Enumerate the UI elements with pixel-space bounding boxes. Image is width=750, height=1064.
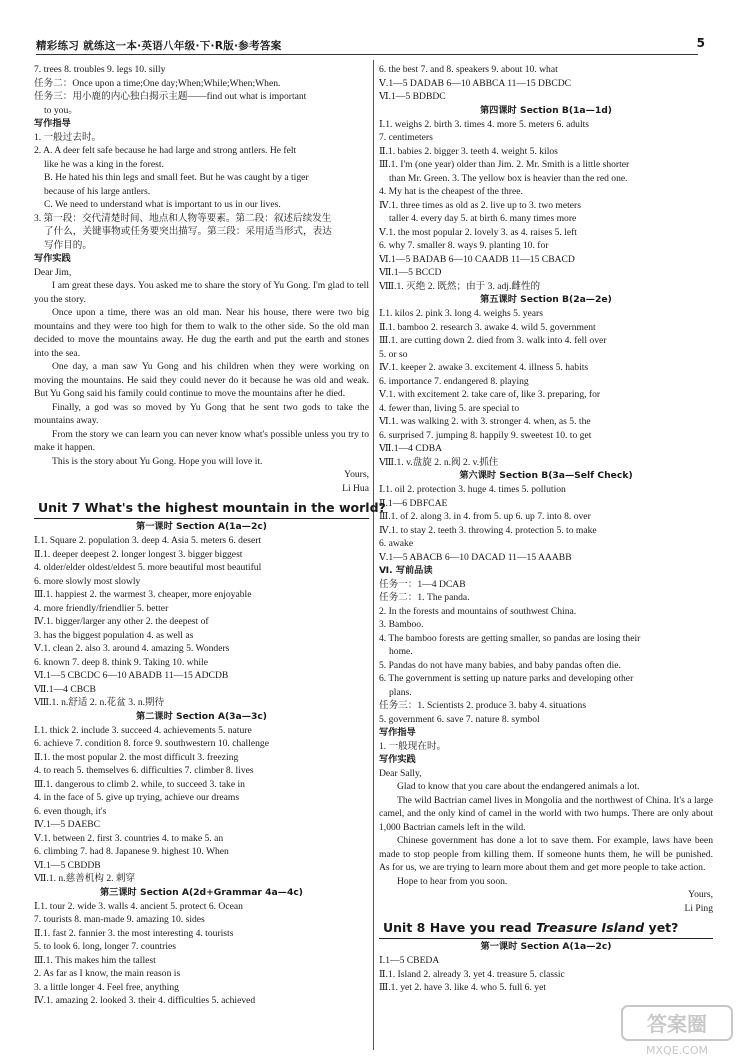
answer-line: 6. achieve 7. condition 8. force 9. southwestern 10. challenge	[34, 738, 269, 749]
answer-line: Ⅳ.1. three times as old as 2. live up to 3. two meters	[379, 199, 581, 211]
section-label: Ⅵ. 写前品读	[379, 565, 433, 576]
lesson-title: 第一课时 Section A(1a—2c)	[480, 941, 612, 952]
lesson-title: 第二课时 Section A(3a—3c)	[136, 710, 267, 722]
answer-line: because of his large antlers.	[44, 185, 151, 197]
answer-line: 7. centimeters	[379, 132, 433, 143]
answer-line: Ⅵ.1—5 CBCDC 6—10 ABADB 11—15 ADCDB	[34, 670, 229, 681]
answer-line: 6. known 7. deep 8. think 9. Taking 10. while	[34, 656, 208, 668]
answer-line: Ⅰ.1. weighs 2. birth 3. times 4. more 5. meters 6. adults	[379, 118, 590, 130]
answer-line: 3. 第一段：交代清楚时间、地点和人物等要素。第二段：叙述后续发生	[34, 212, 332, 224]
unit-title-book: Treasure Island	[535, 920, 645, 935]
answer-line: Ⅰ.1. kilos 2. pink 3. long 4. weighs 5. years	[379, 308, 543, 319]
answer-line: Ⅵ.1—5 CBDDB	[34, 859, 101, 871]
answer-line: Ⅶ.1—4 CDBA	[379, 443, 443, 454]
letter-paragraph: Hope to hear from you soon.	[397, 875, 508, 887]
answer-line: Ⅴ.1. with excitement 2. take care of, like 3. preparing, for	[379, 389, 601, 400]
answer-line: 5. Pandas do not have many babies, and baby pandas often die.	[379, 659, 621, 671]
letter-paragraph: This is the story about Yu Gong. Hope you will love it.	[52, 455, 263, 467]
unit-title: Unit 7 What's the highest mountain in the world?	[34, 498, 369, 519]
answer-line: 6. why 7. smaller 8. ways 9. planting 10. for	[379, 240, 549, 251]
answer-line: plans.	[389, 686, 412, 698]
svg-text:答案圈: 答案圈	[647, 1012, 707, 1036]
answer-line: Ⅱ.1. deeper deepest 2. longer longest 3. bigger biggest	[34, 548, 243, 560]
answer-line: 1. 一般现在时。	[379, 740, 447, 752]
letter-signature: Li Hua	[342, 482, 369, 494]
answer-line: Ⅲ.1. happiest 2. the warmest 3. cheaper, more enjoyable	[34, 589, 252, 600]
lesson-title: 第一课时 Section A(1a—2c)	[136, 521, 267, 532]
answer-line: 4. to reach 5. themselves 6. difficulties 7. climber 8. lives	[34, 765, 254, 776]
answer-line: 4. The bamboo forests are getting smaller, so pandas are losing their	[379, 632, 641, 644]
letter-paragraph: The wild Bactrian camel lives in Mongolia and the northwest of China. It's a large camel, and the only kind of camel in the world with two humps. There are only about 1,000 Bactrian camels left in the wild.	[379, 794, 713, 833]
answer-line: 1. 一般过去时。	[34, 131, 102, 143]
answer-line: Ⅶ.1—5 BCCD	[379, 267, 442, 278]
answer-line: Ⅲ.1. This makes him the tallest	[34, 954, 156, 966]
answer-line: Ⅳ.1. bigger/larger any other 2. the deepest of	[34, 616, 209, 627]
answer-line: 2. As far as I know, the main reason is	[34, 968, 181, 979]
answer-line: Ⅲ.1. yet 2. have 3. like 4. who 5. full 6. yet	[379, 982, 546, 993]
answer-line: Ⅵ.1—5 BDBDC	[379, 91, 446, 102]
left-column	[34, 63, 386, 1053]
answer-line: 任务一：1—4 DCAB	[379, 578, 466, 590]
answer-line: like he was a king in the forest.	[44, 158, 164, 170]
unit-title-suffix: yet?	[644, 920, 679, 935]
answer-line: Ⅳ.1—5 DAEBC	[34, 819, 101, 830]
answer-line: Ⅰ.1. thick 2. include 3. succeed 4. achievements 5. nature	[34, 724, 252, 736]
answer-line: 6. climbing 7. had 8. Japanese 9. highest 10. When	[34, 846, 229, 857]
answer-line: Ⅷ.1. 灭绝 2. 既然；由于 3. adj.雌性的	[379, 280, 541, 292]
answer-line: Ⅵ.1—5 BADAB 6—10 CAADB 11—15 CBACD	[379, 253, 575, 265]
answer-line: 4. in the face of 5. give up trying, achieve our dreams	[34, 792, 240, 803]
answer-line: 6. the best 7. and 8. speakers 9. about 10. what	[379, 64, 558, 75]
answer-line: 2. In the forests and mountains of southwest China.	[379, 605, 577, 617]
unit-title-prefix: Unit 8 Have you read	[383, 920, 536, 935]
answer-line: 4. more friendly/friendlier 5. better	[34, 602, 169, 614]
answer-line: B. He hated his thin legs and small feet. But he was caught by a tiger	[44, 172, 309, 183]
answer-line: 3. Bamboo.	[379, 619, 424, 630]
lesson-title: 第五课时 Section B(2a—2e)	[480, 294, 612, 305]
section-label: 写作指导	[379, 727, 416, 738]
letter-greeting: Dear Sally,	[379, 767, 422, 779]
answer-line: 5. or so	[379, 348, 408, 360]
answer-line: to you。	[44, 104, 78, 116]
answer-line: Ⅴ.1. the most popular 2. lovely 3. as 4. raises 5. left	[379, 226, 577, 238]
lesson-title: 第三课时 Section A(2d+Grammar 4a—4c)	[100, 886, 303, 898]
section-label: 写作实践	[379, 754, 416, 765]
answer-line: Ⅰ.1. oil 2. protection 3. huge 4. times 5. pollution	[379, 484, 566, 495]
answer-line: 任务二：1. The panda.	[379, 592, 470, 603]
lesson-title: 第六课时 Section B(3a—Self Check)	[459, 470, 633, 481]
answer-line: 6. surprised 7. jumping 8. happily 9. sweetest 10. to get	[379, 429, 592, 441]
answer-line: Ⅷ.1. v.盘旋 2. n.阀 2. v.抓住	[379, 456, 499, 468]
answer-line: 任务三：用小鹿的内心独白揭示主题——find out what is important	[34, 91, 307, 102]
answer-line: Ⅳ.1. to stay 2. teeth 3. throwing 4. protection 5. to make	[379, 524, 597, 536]
letter-paragraph: Glad to know that you care about the endangered animals a lot.	[397, 781, 640, 792]
answer-line: Ⅳ.1. amazing 2. looked 3. their 4. difficulties 5. achieved	[34, 995, 256, 1006]
answer-line: 任务二：Once upon a time;One day;When;While;When;When.	[34, 77, 281, 89]
answer-line: 写作目的。	[44, 239, 92, 251]
letter-closing: Yours,	[344, 469, 369, 480]
answer-line: Ⅶ.1. n.慈善机构 2. 刺穿	[34, 873, 136, 884]
answer-line: C. We need to understand what is important to us in our lives.	[44, 199, 281, 210]
letter-signature: Li Ping	[684, 902, 713, 914]
answer-line: 3. has the biggest population 4. as well as	[34, 629, 194, 641]
answer-line: home.	[389, 646, 413, 657]
answer-line: Ⅷ.1. n.舒适 2. n.花盆 3. n.期待	[34, 697, 165, 708]
answer-line: Ⅱ.1. Island 2. already 3. yet 4. treasure 5. classic	[379, 968, 565, 980]
answer-line: 6. awake	[379, 538, 414, 549]
answer-line: Ⅴ.1. between 2. first 3. countries 4. to make 5. an	[34, 832, 224, 844]
answer-line: 7. trees 8. troubles 9. legs 10. silly	[34, 64, 166, 75]
answer-line: 4. My hat is the cheapest of the three.	[379, 186, 523, 197]
answer-line: 7. tourists 8. man-made 9. amazing 10. sides	[34, 914, 205, 925]
column-divider	[373, 60, 374, 1050]
letter-paragraph: Finally, a god was so moved by Yu Gong that he sent two gods to take the mountains away.	[34, 401, 369, 426]
page-number: 5	[696, 36, 705, 50]
answer-line: Ⅱ.1. the most popular 2. the most difficult 3. freezing	[34, 751, 239, 763]
answer-line: 5. to look 6. long, longer 7. countries	[34, 941, 177, 952]
section-label: 写作指导	[34, 118, 71, 129]
answer-line: Ⅰ.1—5 CBEDA	[379, 955, 440, 966]
answer-line: Ⅶ.1—4 CBCB	[34, 683, 96, 695]
answer-line: 4. older/elder oldest/eldest 5. more beautiful most beautiful	[34, 562, 262, 573]
page-header	[0, 0, 750, 52]
right-column	[379, 63, 713, 1053]
answer-line: 了什么，关键事物或任务要突出描写。第三段：采用适当形式，表达	[44, 226, 332, 237]
answer-line: 任务三：1. Scientists 2. produce 3. baby 4. situations	[379, 700, 587, 711]
header-rule	[36, 54, 698, 55]
letter-paragraph: Chinese government has done a lot to save them. For example, laws have been made to stop people from killing them. If someone hunts them, he will be punished. As for us, we are trying to learn more about them and get more people to take action.	[379, 835, 713, 873]
answer-line: Ⅰ.1. Square 2. population 3. deep 4. Asia 5. meters 6. desert	[34, 535, 262, 546]
answer-line: Ⅲ.1. of 2. along 3. in 4. from 5. up 6. up 7. into 8. over	[379, 511, 591, 522]
answer-line: Ⅲ.1. I'm (one year) older than Jim. 2. Mr. Smith is a little shorter	[379, 159, 630, 170]
answer-line: 6. The government is setting up nature parks and developing other	[379, 673, 634, 684]
answer-line: Ⅴ.1—5 ABACB 6—10 DACAD 11—15 AAABB	[379, 551, 572, 563]
letter-paragraph: I am great these days. You asked me to share the story of Yu Gong. I'm glad to tell you the story.	[34, 280, 369, 305]
answer-line: 5. government 6. save 7. nature 8. symbol	[379, 713, 540, 725]
answer-line: 6. importance 7. endangered 8. playing	[379, 375, 529, 387]
answer-line: Ⅲ.1. dangerous to climb 2. while, to succeed 3. take in	[34, 778, 245, 790]
letter-paragraph: Once upon a time, there was an old man. Near his house, there were two big mountains and they were too high for them to walk to the other side. So the old man decided to move the mountains away. He dug the earth and put the earth and stones into the sea.	[34, 307, 369, 359]
answer-line: 4. fewer than, living 5. are special to	[379, 402, 520, 414]
answer-line: Ⅰ.1. tour 2. wide 3. walls 4. ancient 5. protect 6. Ocean	[34, 900, 243, 912]
lesson-title: 第四课时 Section B(1a—1d)	[480, 104, 612, 116]
answer-line: Ⅱ.1. fast 2. fannier 3. the most interesting 4. tourists	[34, 927, 234, 939]
answer-line: Ⅳ.1. keeper 2. awake 3. excitement 4. illness 5. habits	[379, 362, 589, 373]
svg-text:MXQE.COM: MXQE.COM	[646, 1044, 708, 1057]
answer-line: Ⅴ.1—5 DADAB 6—10 ABBCA 11—15 DBCDC	[379, 77, 572, 89]
letter-paragraph: One day, a man saw Yu Gong and his children when they were working on moving the mountains. He said they could never do it because he was old and weak. But Yu Gong said his family could continue to move the mountains after he died.	[34, 361, 369, 399]
watermark-logo	[618, 1000, 736, 1058]
answer-line: 6. more slowly most slowly	[34, 575, 141, 587]
answer-line: Ⅱ.1. babies 2. bigger 3. teeth 4. weight 5. kilos	[379, 145, 558, 157]
letter-greeting: Dear Jim,	[34, 266, 72, 278]
answer-line: Ⅲ.1. are cutting down 2. died from 3. walk into 4. fell over	[379, 335, 607, 346]
letter-paragraph: From the story we can learn you can never know what's possible unless you try to make it happen.	[34, 428, 369, 453]
answer-line: 2. A. A deer felt safe because he had large and strong antlers. He felt	[34, 145, 297, 156]
letter-closing: Yours,	[688, 889, 713, 900]
answer-line: Ⅵ.1. was walking 2. with 3. stronger 4. when, as 5. the	[379, 416, 591, 427]
header-title: 精彩练习 就练这一本·英语八年级·下·R版·参考答案	[36, 40, 282, 52]
answer-line: than Mr. Green. 3. The yellow box is heavier than the red one.	[389, 172, 628, 184]
section-label: 写作实践	[34, 253, 71, 264]
answer-line: 6. even though, it's	[34, 805, 107, 817]
answer-line: 3. a little longer 4. Feel free, anything	[34, 981, 179, 993]
answer-line: Ⅴ.1. clean 2. also 3. around 4. amazing 5. Wonders	[34, 643, 230, 654]
answer-line: Ⅱ.1—6 DBFCAE	[379, 497, 448, 509]
answer-line: taller 4. every day 5. at birth 6. many times more	[389, 213, 577, 224]
answer-line: Ⅱ.1. bamboo 2. research 3. awake 4. wild 5. government	[379, 321, 596, 333]
unit-title	[379, 918, 713, 939]
